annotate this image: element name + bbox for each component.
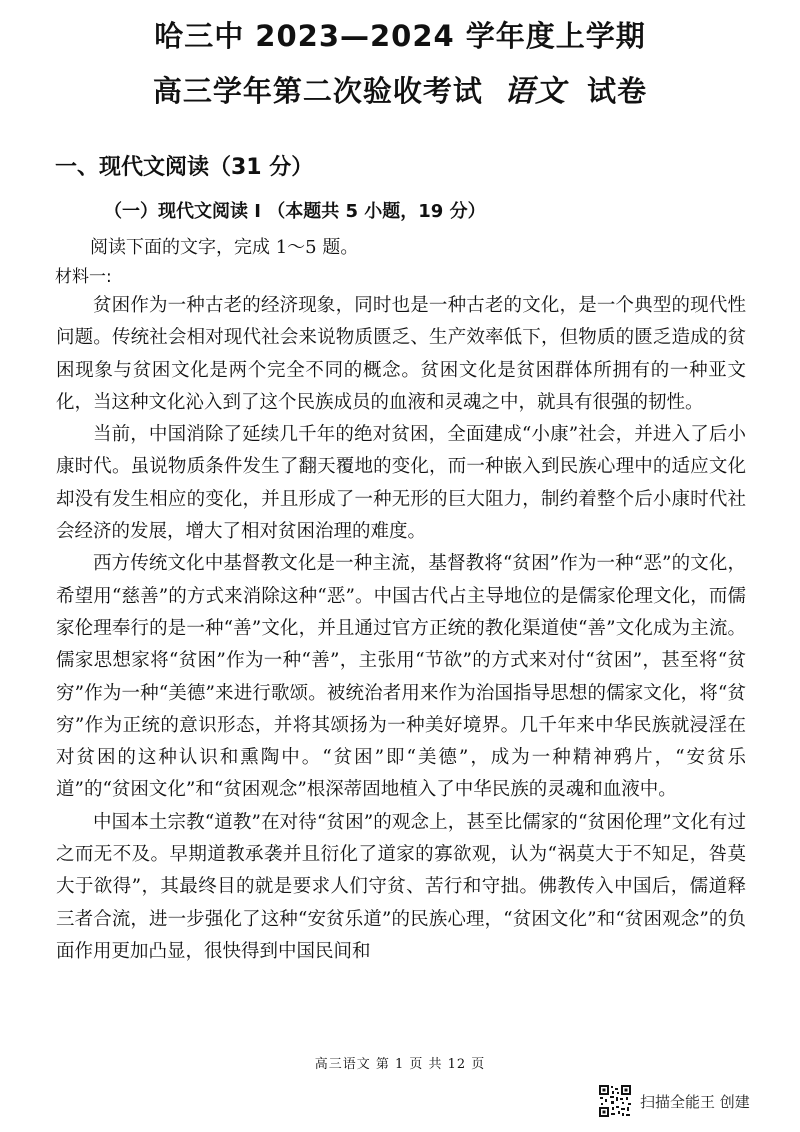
exam-title-line1: 哈三中 2023—2024 学年度上学期	[154, 19, 646, 53]
material-label: 材料一:	[55, 267, 112, 287]
exam-subject: 语文	[504, 74, 566, 109]
section-subheading: （一）现代文阅读 I （本题共 5 小题，19 分）	[104, 201, 486, 222]
paragraph: 中国本土宗教“道教”在对待“贫困”的观念上，甚至比儒家的“贫困伦理”文化有过之而无不及。早期道教承袭并且衍化了道家的寡欲观，认为“祸莫大于不知足，咎莫大于欲得”，其最终目的就是要求人们守贫、苦行和守拙。佛教传入中国后，儒道释三者合流，进一步强化了这种“安贫乐道”的民族心理，“贫困文化”和“贫困观念”的负面作用更加凸显，很快得到中国民间和	[56, 811, 746, 962]
watermark-text: 扫描全能王 创建	[640, 1092, 750, 1111]
paragraph: 西方传统文化中基督教文化是一种主流，基督教将“贫困”作为一种“恶”的文化，希望用“慈善”的方式来消除这种“恶”。中国古代占主导地位的是儒家伦理文化，而儒家伦理奉行的是一种“善”文化，并且通过官方正统的教化渠道使“善”文化成为主流。儒家思想家将“贫困”作为一种“善”，主张用“节欲”的方式来对付“贫困”，甚至将“贫穷”作为一种“美德”来进行歌颂。被统治者用来作为治国指导思想的儒家文化，将“贫穷”作为正统的意识形态，并将其颂扬为一种美好境界。几千年来中华民族就浸淫在对贫困的这种认识和熏陶中。“贫困”即“美德”，成为一种精神鸦片，“安贫乐道”的“贫困文化”和“贫困观念”根深蒂固地植入了中华民族的灵魂和血液中。	[56, 553, 746, 801]
qr-code-icon	[598, 1084, 632, 1118]
exam-title-line2-left: 高三学年第二次验收考试	[152, 74, 483, 108]
section-heading: 一、现代文阅读（31 分）	[55, 155, 314, 180]
paragraph: 当前，中国消除了延续几千年的绝对贫困，全面建成“小康”社会，并进入了后小康时代。虽说物质条件发生了翻天覆地的变化，而一种嵌入到民族心理中的适应文化却没有发生相应的变化，并且形成了一种无形的巨大阻力，制约着整个后小康时代社会经济的发展，增大了相对贫困治理的难度。	[56, 424, 746, 543]
page-footer: 高三语文 第 1 页 共 12 页	[314, 1057, 486, 1072]
reading-instruction: 阅读下面的文字，完成 1～5 题。	[90, 237, 359, 258]
scanner-watermark	[598, 1084, 750, 1118]
exam-title-line2-right: 试卷	[587, 74, 648, 108]
material-body	[56, 290, 746, 968]
exam-title-line2	[0, 66, 800, 110]
paragraph: 贫困作为一种古老的经济现象，同时也是一种古老的文化，是一个典型的现代性问题。传统社会相对现代社会来说物质匮乏、生产效率低下，但物质的匮乏造成的贫困现象与贫困文化是两个完全不同的概念。贫困文化是贫困群体所拥有的一种亚文化，当这种文化沁入到了这个民族成员的血液和灵魂之中，就具有很强的韧性。	[56, 295, 746, 413]
